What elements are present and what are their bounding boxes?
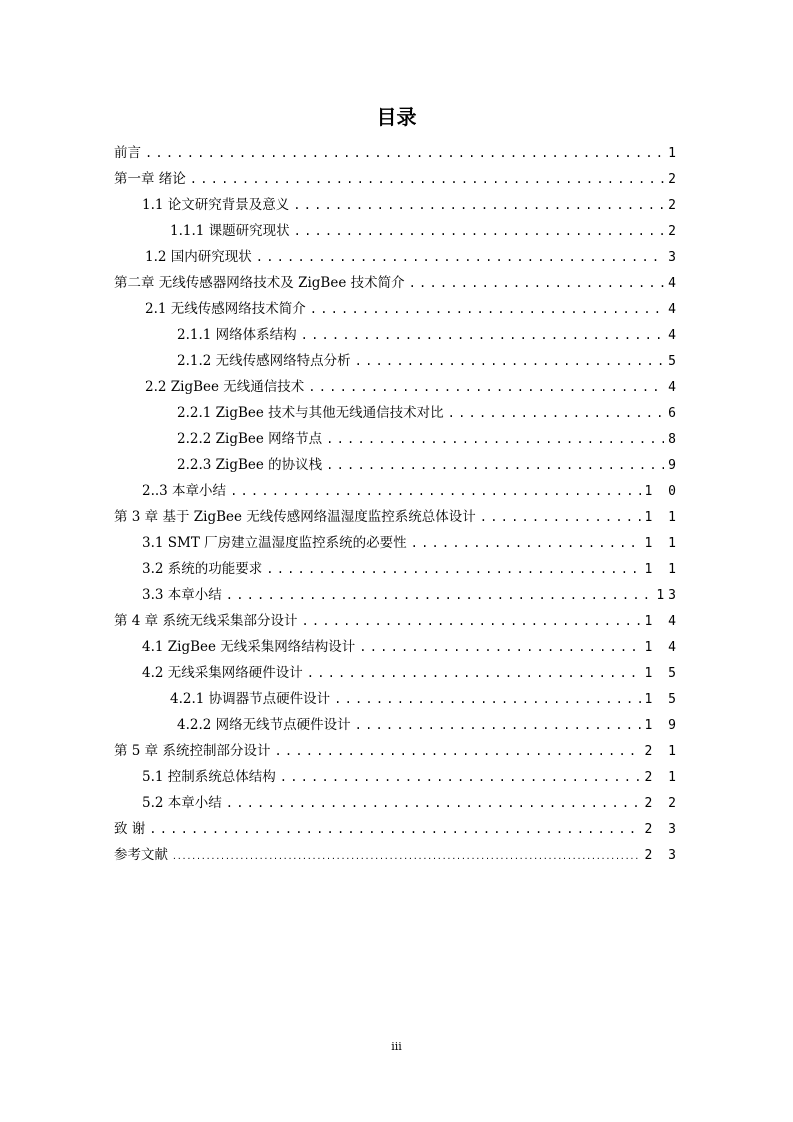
toc-entry[interactable]	[177, 401, 680, 421]
toc-entry-label: 第 4 章 系统无线采集部分设计	[114, 613, 298, 629]
toc-entry-page: 1 1	[644, 510, 680, 525]
dot-leader	[274, 744, 640, 758]
dot-leader	[294, 224, 665, 238]
toc-entry[interactable]	[145, 375, 680, 395]
toc-entry-page: 13	[656, 588, 680, 603]
toc-entry-page: 1 1	[644, 562, 680, 577]
toc-entry-label: 第一章 绪论	[114, 171, 186, 187]
toc-entry[interactable]	[114, 739, 680, 759]
toc-entry[interactable]	[114, 843, 680, 863]
toc-entry-page: 2 3	[644, 848, 680, 863]
toc-entry-label: 第 3 章 基于 ZigBee 无线传感网络温湿度监控系统总体设计	[114, 509, 476, 525]
dot-leader	[226, 796, 641, 810]
toc-entry-page: 1 5	[644, 692, 680, 707]
dot-leader	[280, 770, 641, 784]
toc-entry[interactable]	[114, 609, 680, 629]
dot-leader	[308, 380, 664, 394]
toc-entry-page: 2 3	[644, 822, 680, 837]
dot-leader	[355, 718, 641, 732]
dot-leader	[301, 614, 640, 628]
toc-entry-page: 8	[668, 432, 680, 447]
toc-entry-label: 1.1.1 课题研究现状	[170, 223, 290, 239]
toc-entry[interactable]	[142, 791, 680, 811]
toc-entry-page: 1 4	[644, 640, 680, 655]
dot-leader	[310, 302, 664, 316]
toc-entry-label: 2.1 无线传感网络技术简介	[145, 301, 306, 317]
toc-entry-label: 参考文献	[114, 847, 168, 863]
toc-entry-page: 1 9	[644, 718, 680, 733]
dot-leader	[256, 250, 664, 264]
toc-entry[interactable]	[114, 167, 680, 187]
toc-entry[interactable]	[114, 141, 680, 161]
toc-entry-page: 2	[668, 224, 680, 239]
toc-entry-page: 4	[668, 302, 680, 317]
toc-entry-page: 3	[668, 250, 680, 265]
toc-entry-label: 2.2.1 ZigBee 技术与其他无线通信技术对比	[177, 405, 444, 421]
toc-entry-label: 2.1.2 无线传感网络特点分析	[177, 353, 351, 369]
toc-entry-page: 4	[668, 380, 680, 395]
toc-entry[interactable]	[114, 817, 680, 837]
toc-entry-page: 2	[668, 198, 680, 213]
toc-entry-label: 1.2 国内研究现状	[145, 249, 252, 265]
toc-entry-page: 2 2	[644, 796, 680, 811]
dot-leader	[409, 276, 665, 290]
toc-entry-label: 第 5 章 系统控制部分设计	[114, 743, 271, 759]
toc-entry[interactable]	[114, 271, 680, 291]
toc-entry-label: 5.1 控制系统总体结构	[142, 769, 276, 785]
dot-leader	[226, 588, 653, 602]
toc-entry[interactable]	[142, 557, 680, 577]
toc-entry[interactable]	[177, 453, 680, 473]
toc-entry-page: 5	[668, 354, 680, 369]
toc-entry-page: 4	[668, 276, 680, 291]
toc-entry-label: 第二章 无线传感器网络技术及 ZigBee 技术简介	[114, 275, 405, 291]
toc-entry[interactable]	[145, 245, 680, 265]
toc-entry-label: 2..3 本章小结	[142, 483, 227, 499]
dot-leader	[266, 562, 640, 576]
page-number-footer: iii	[391, 1040, 402, 1053]
toc-entry-label: 2.1.1 网络体系结构	[177, 327, 297, 343]
dot-leader	[355, 354, 665, 368]
dot-leader	[307, 666, 641, 680]
dot-leader	[448, 406, 665, 420]
toc-entry[interactable]	[142, 531, 680, 551]
toc-entry-page: 1 4	[644, 614, 680, 629]
toc-entry-page: 2 1	[644, 770, 680, 785]
dot-leader	[301, 328, 665, 342]
dot-leader	[359, 640, 640, 654]
dot-leader	[480, 510, 641, 524]
toc-entry-page: 2	[668, 172, 680, 187]
dot-leader	[326, 432, 664, 446]
toc-entry-label: 4.1 ZigBee 无线采集网络结构设计	[142, 639, 356, 655]
toc-entry[interactable]	[145, 297, 680, 317]
dot-leader	[190, 172, 664, 186]
toc-entry[interactable]	[170, 687, 680, 707]
toc-entry-label: 2.2.2 ZigBee 网络节点	[177, 431, 323, 447]
toc-entry-label: 3.1 SMT 厂房建立温湿度监控系统的必要性	[142, 535, 407, 551]
toc-entry[interactable]	[142, 765, 680, 785]
dot-leader	[172, 852, 641, 861]
toc-entry-label: 4.2.2 网络无线节点硬件设计	[177, 717, 351, 733]
dot-leader	[293, 198, 664, 212]
toc-entry-label: 1.1 论文研究背景及意义	[142, 197, 290, 213]
toc-entry-label: 3.2 系统的功能要求	[142, 561, 263, 577]
toc-entry[interactable]	[177, 323, 680, 343]
toc-entry-label: 4.2 无线采集网络硬件设计	[142, 665, 303, 681]
toc-entry[interactable]	[177, 427, 680, 447]
toc-entry-label: 2.2 ZigBee 无线通信技术	[145, 379, 305, 395]
dot-leader	[326, 458, 664, 472]
toc-entry-page: 1 1	[644, 536, 680, 551]
dot-leader	[334, 692, 640, 706]
dot-leader	[411, 536, 641, 550]
toc-entry-page: 9	[668, 458, 680, 473]
toc-entry[interactable]	[142, 479, 680, 499]
toc-entry[interactable]	[170, 219, 680, 239]
dot-leader	[149, 822, 640, 836]
dot-leader	[145, 146, 664, 160]
toc-entry-page: 6	[668, 406, 680, 421]
toc-entry-page: 1	[668, 146, 680, 161]
toc-entry[interactable]	[114, 505, 680, 525]
toc-entry-label: 致 谢	[114, 821, 146, 837]
toc-entry-label: 4.2.1 协调器节点硬件设计	[170, 691, 331, 707]
toc-entry-label: 2.2.3 ZigBee 的协议栈	[177, 457, 323, 473]
toc-title: 目录	[376, 105, 417, 129]
toc-entry-page: 1 5	[644, 666, 680, 681]
toc-entry-page: 2 1	[644, 744, 680, 759]
toc-entry-label: 前言	[114, 145, 141, 161]
toc-entry[interactable]	[177, 713, 680, 733]
toc-entry-page: 1 0	[644, 484, 680, 499]
toc-entry[interactable]	[142, 583, 680, 603]
dot-leader	[230, 484, 640, 498]
toc-entry[interactable]	[142, 635, 680, 655]
toc-entry[interactable]	[142, 661, 680, 681]
toc-entry[interactable]	[177, 349, 680, 369]
toc-entry-label: 5.2 本章小结	[142, 795, 222, 811]
toc-entry-label: 3.3 本章小结	[142, 587, 222, 603]
toc-entry[interactable]	[142, 193, 680, 213]
toc-entry-page: 4	[668, 328, 680, 343]
